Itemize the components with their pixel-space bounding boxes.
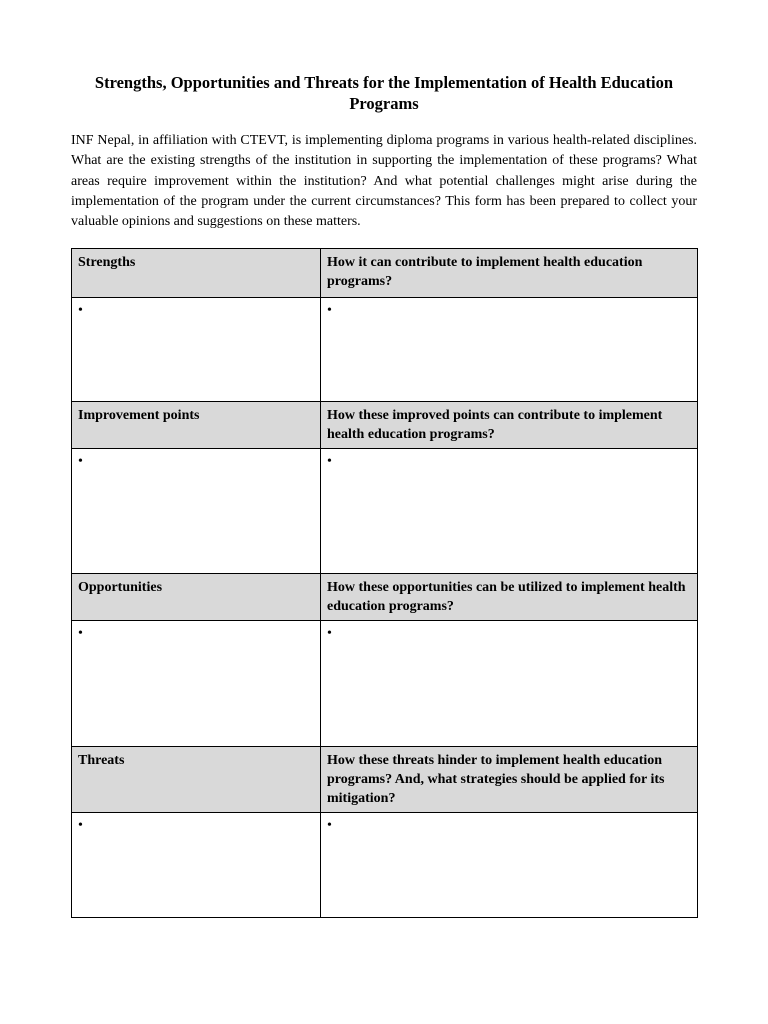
section-question-strengths: How it can contribute to implement health education programs? [321,249,698,298]
entry-cell-threats-right[interactable] [321,813,698,918]
entry-cell-threats-left[interactable] [72,813,321,918]
entry-cell-opportunities-right[interactable] [321,621,698,747]
document-title: Strengths, Opportunities and Threats for the Implementation of Health Education Programs [94,73,674,113]
section-question-opportunities: How these opportunities can be utilized to implement health education programs? [321,574,698,621]
section-entry-row-strengths [72,298,698,402]
section-question-threats: How these threats hinder to implement health education programs? And, what strategies should be applied for its mitigation? [321,747,698,813]
section-entry-row-threats [72,813,698,918]
section-entry-row-improvement [72,449,698,574]
section-entry-row-opportunities [72,621,698,747]
bullet-marker: • [327,303,332,318]
bullet-marker: • [78,454,83,469]
bullet-marker: • [327,818,332,833]
bullet-marker: • [78,626,83,641]
entry-cell-strengths-left[interactable] [72,298,321,402]
bullet-marker: • [78,303,83,318]
section-label-threats: Threats [72,747,321,813]
entry-cell-opportunities-left[interactable] [72,621,321,747]
section-header-row-improvement [72,402,698,449]
section-header-row-threats [72,747,698,813]
entry-cell-strengths-right[interactable] [321,298,698,402]
bullet-marker: • [327,626,332,641]
intro-paragraph: INF Nepal, in affiliation with CTEVT, is implementing diploma programs in various health-related disciplines. What are the existing strengths of the institution in supporting the implementation of these programs? What areas require improvement within the institution? And what potential challenges might arise during the implementation of the program under the current circumstances? This form has been prepared to collect your valuable opinions and suggestions on these matters. [71,133,697,230]
section-label-improvement: Improvement points [72,402,321,449]
section-header-row-opportunities [72,574,698,621]
sot-form-table [71,248,698,918]
bullet-marker: • [78,818,83,833]
section-header-row-strengths [72,249,698,298]
section-label-strengths: Strengths [72,249,321,298]
bullet-marker: • [327,454,332,469]
section-question-improvement: How these improved points can contribute to implement health education programs? [321,402,698,449]
document-page [71,72,697,833]
entry-cell-improvement-right[interactable] [321,449,698,574]
section-label-opportunities: Opportunities [72,574,321,621]
entry-cell-improvement-left[interactable] [72,449,321,574]
